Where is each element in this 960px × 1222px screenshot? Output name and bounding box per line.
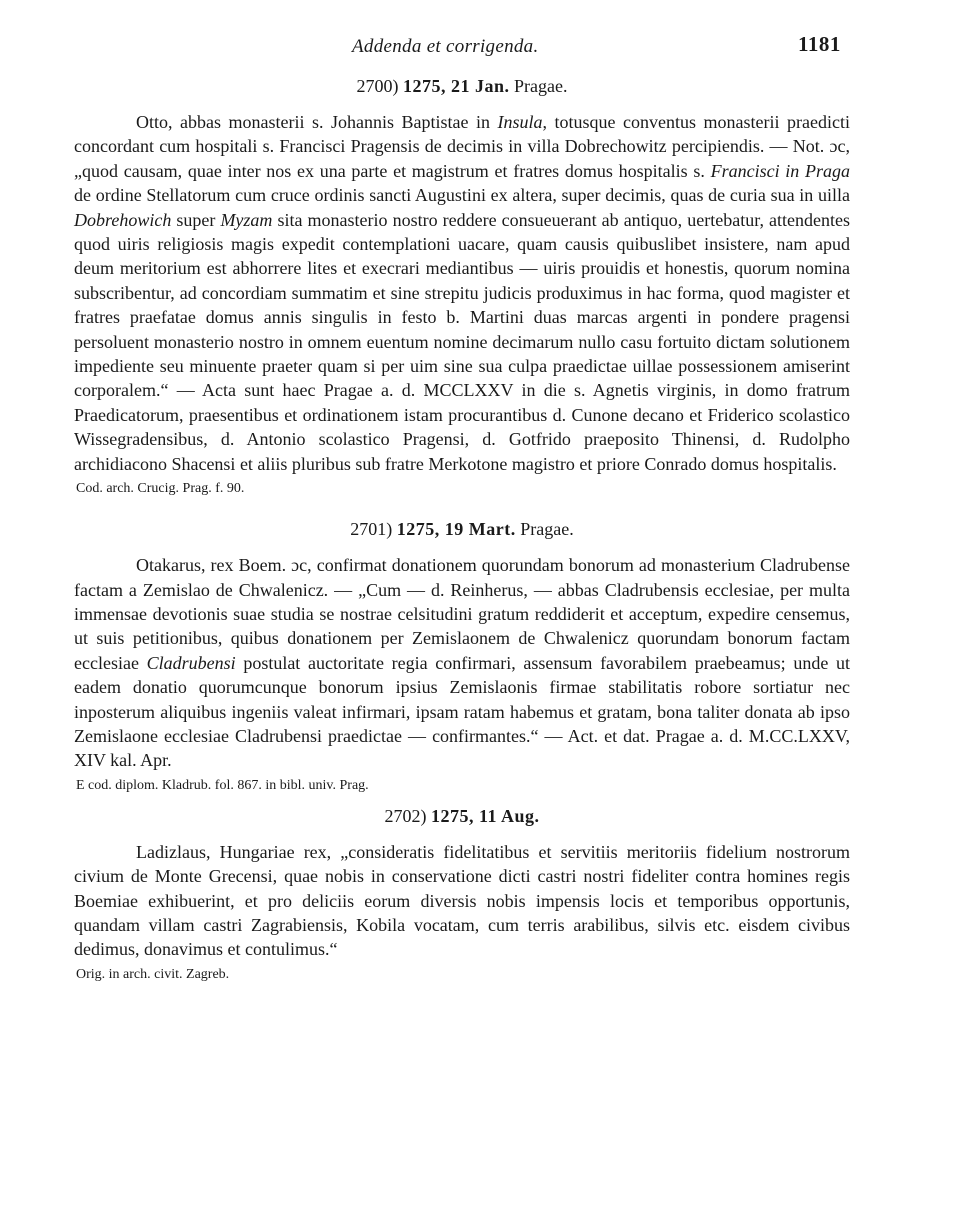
entry-heading [74, 74, 850, 98]
body-italic: Myzam [220, 209, 273, 230]
body-text: postulat auctoritate regia confirmari, assensum favorabilem praebeamus; unde ut eadem donatio quorumcunque bonorum ipsius Zemislaonis firmae stabilitatis robore sortiatur nec inposterum aliquibus ingeniis valeat infirmari, ipsam ratam habemus et gratam, bona taliter donata ab ipso Zemislaone ecclesiae Cladrubensi praedictae — confirmantes.“ — Act. et dat. Pragae a. d. M.CC.LXXV, XIV kal. Apr. [74, 652, 850, 771]
entry-place: Pragae. [520, 519, 574, 540]
entry-place: Pragae. [514, 76, 568, 96]
source-citation: E cod. diplom. Kladrub. fol. 867. in bibl. univ. Prag. [76, 777, 369, 793]
entry-body [74, 553, 850, 773]
body-text: Otakarus, rex Boem. ɔc, confirmat donationem quorundam bonorum ad monasterium Cladrubense factam a Zemislao de Chwalenicz. — „Cum — d. Reinherus, — abbas Cladrubensis ecclesiae, per multa immensae devotionis suae studia se nostrae celsitudini gratum reddiderit et acceptum, expedire censemus, ut suis petitionibus, quibus donationem per Zemislaonem de Chwalenicz quorundam bonorum factam ecclesiae [74, 555, 850, 673]
source-citation: Orig. in arch. civit. Zagreb. [76, 966, 230, 982]
entry-body [74, 110, 850, 476]
body-text: sita monasterio nostro reddere consueuerant ab antiquo, uertebatur, attendentes quod uiris religiosis magis expedit contemplationi uacare, quam causis quibuslibet insistere, nam apud deum meritorium est abhorrere lites et execrari mediantibus — uiris prouidis et honestis, quorum nomina subscribentur, ad concordiam summatim et sine strepitu judicis produximus in hac forma, quod magister et fratres praefatae domus annis singulis in festo b. Martini duas marcas argenti in pondere pragensi persoluent monasterio nostro in omnem euentum nomine decimarum nullo casu fortuito dictam solutionem impediente seu minuente praeter quam si per uim sine sua culpa praedictae uillae possessionem amiserint corporalem.“ — Acta sunt haec Pragae a. d. MCCLXXV in die s. Agnetis virginis, in domo fratrum Praedicatorum, praesentibus et ordinationem istam procurantibus d. Cunone decano et Friderico scolastico Wissegradensibus, d. Antonio scolastico Pragensi, d. Gotfrido praeposito Thinensi, d. Rudolpho archidiacono Shacensi et aliis pluribus sub fratre Merkotone magistro et priore Conrado domus hospitalis. [74, 209, 850, 474]
entry-heading [74, 804, 850, 828]
page-number: 1181 [798, 32, 841, 56]
entry-2701 [74, 517, 850, 796]
body-italic: Dobrehowich [74, 209, 172, 230]
body-text: de ordine Stellatorum cum cruce ordinis sancti Augustini ex altera, super decimis, quas de curia sua in uilla [74, 185, 850, 206]
entry-date: 1275, 11 Aug. [430, 805, 540, 826]
entry-number: 2702) [384, 805, 427, 826]
entry-number: 2700) [356, 76, 399, 96]
source-citation: Cod. arch. Crucig. Prag. f. 90. [76, 481, 245, 497]
body-italic: Francisci in Praga [710, 160, 850, 181]
body-italic: Insula [497, 112, 543, 132]
header-title: Addenda et corrigenda. [352, 36, 539, 57]
entry-2702 [74, 804, 850, 985]
entry-heading [74, 517, 850, 541]
entry-date: 1275, 21 Jan. [403, 76, 510, 96]
running-head [0, 30, 960, 64]
document-content [74, 74, 850, 985]
body-text: Ladizlaus, Hungariae rex, „consideratis fidelitatibus et servitiis meritoriis fidelium nostrorum civium de Monte Grecensi, quae nobis in conservatione dicti castri nostri fideliter contra homines regis Boemiae exhibuerint, et pro deliciis eorum diversis nobis impensis locis et temporibus opportunis, quandam villam castri Zagrabiensis, Kobila vocatam, cum terris arabilibus, silvis etc. eisdem civibus dedimus, donavimus et contulimus.“ [74, 841, 850, 960]
entry-date: 1275, 19 Mart. [396, 519, 516, 540]
body-text: Otto, abbas monasterii s. Johannis Baptistae in [136, 112, 498, 132]
entry-body [74, 840, 850, 962]
entry-number: 2701) [350, 519, 393, 540]
body-text: , totusque conventus monasterii praedicti concordant cum hospitali s. Francisci Pragensis de decimis in villa Dobrechowitz percipiendis. — Not. ɔc, „quod causam, quae inter nos ex una parte et magistrum et fratres domus hospitalis s. [74, 112, 850, 181]
body-text: super [171, 209, 221, 230]
entry-2700 [74, 74, 850, 499]
body-italic: Cladrubensi [146, 652, 236, 673]
